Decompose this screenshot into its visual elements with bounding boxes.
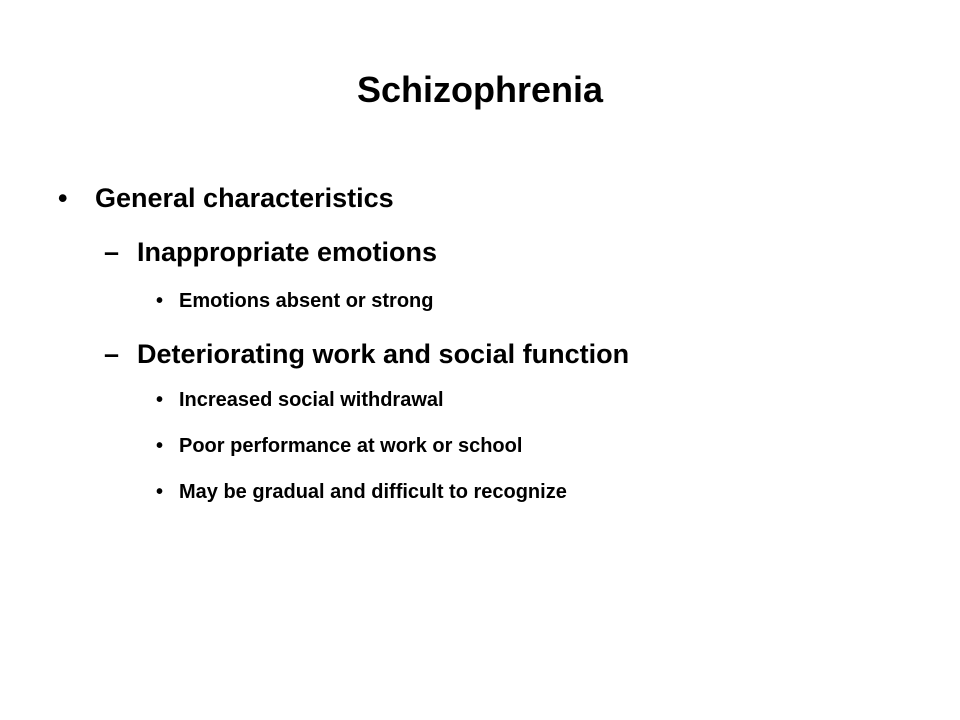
bullet-text: General characteristics [95,183,394,213]
bullet-text: Increased social withdrawal [179,389,444,411]
bullet-text: Deteriorating work and social function [137,339,630,369]
slide-title: Schizophrenia [356,69,604,110]
bullet-text: Emotions absent or strong [179,290,434,312]
dash-marker: – [104,237,120,267]
bullet-text: May be gradual and difficult to recognize [179,481,567,503]
dash-marker: – [104,339,120,369]
bullet-text: Inappropriate emotions [137,237,438,267]
bullet-marker: • [156,290,164,312]
bullet-text: Poor performance at work or school [179,435,523,457]
bullet-marker: • [156,481,164,503]
bullet-marker: • [58,183,68,213]
bullet-marker: • [156,389,164,411]
bullet-marker: • [156,435,164,457]
